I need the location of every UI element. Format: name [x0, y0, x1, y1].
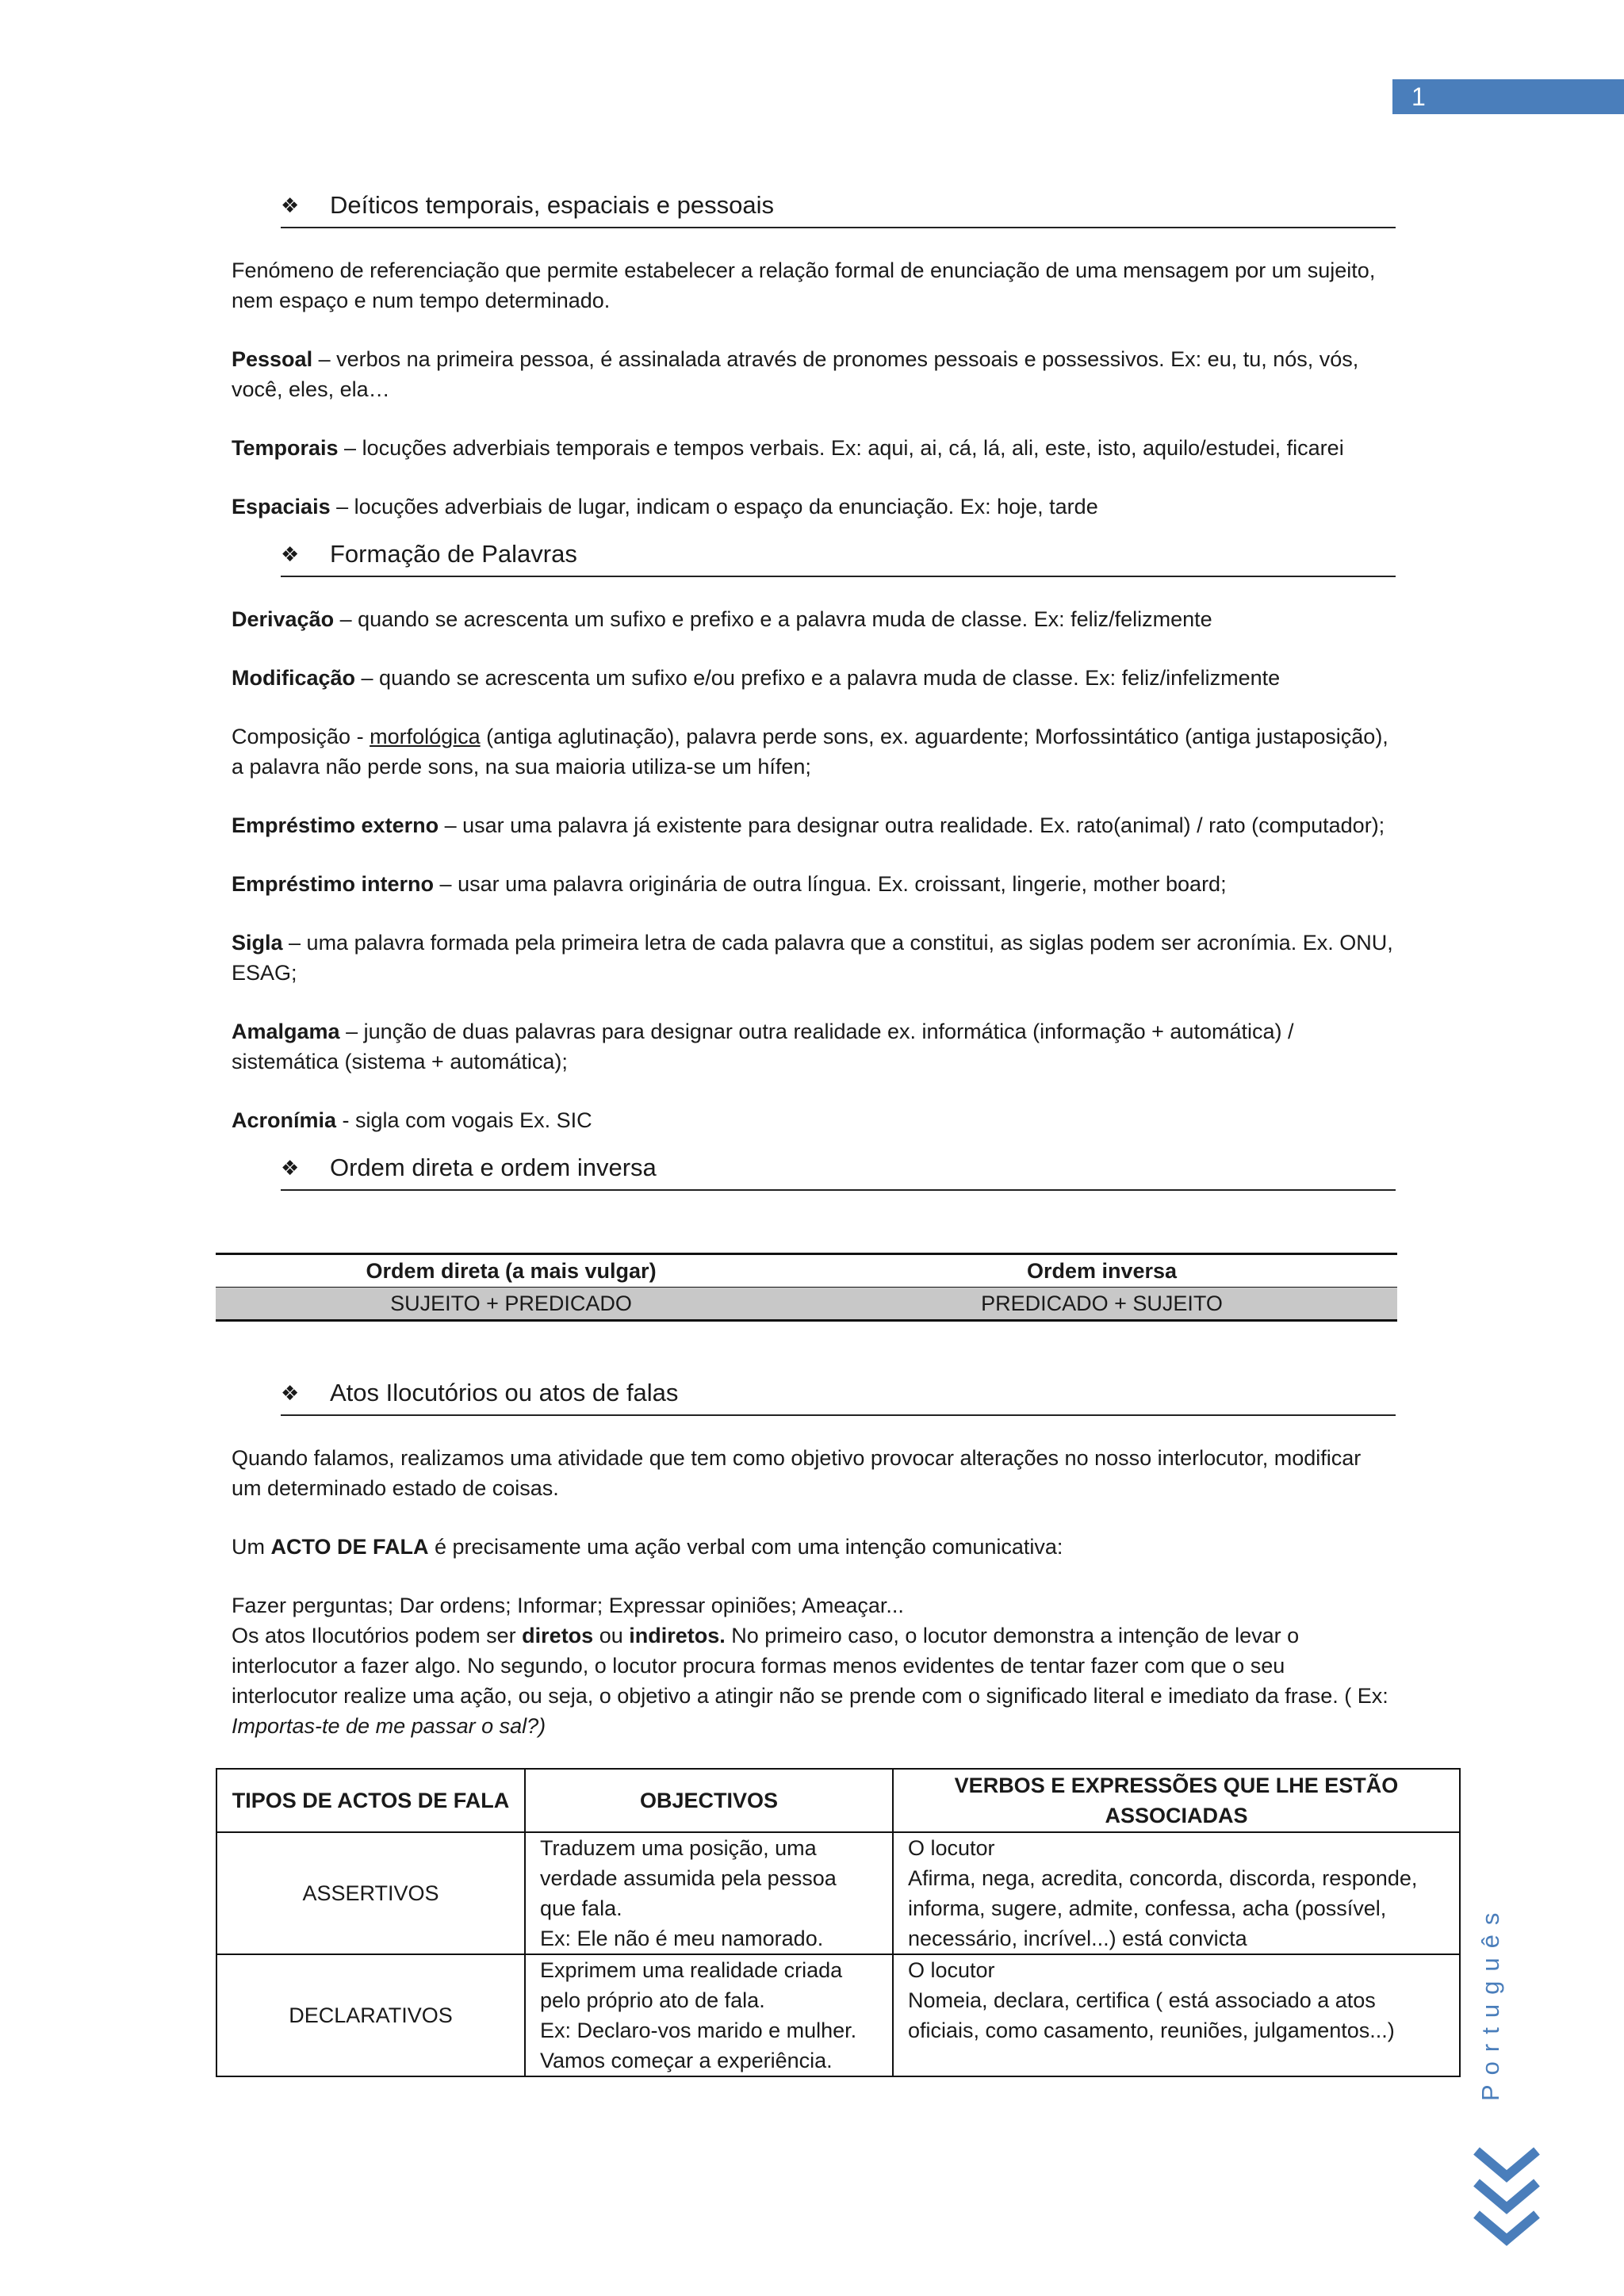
paragraph-espaciais [232, 492, 1396, 522]
paragraph-amalgama [232, 1016, 1396, 1077]
definition: – locuções adverbiais temporais e tempos verbais. Ex: aqui, ai, cá, lá, ali, este, isto, aquilo/estudei, ficarei [338, 436, 1344, 460]
paragraph-intro: Fenómeno de referenciação que permite estabelecer a relação formal de enunciação de uma mensagem por um sujeito, nem espaço e num tempo determinado. [232, 258, 1376, 312]
paragraph-sigla [232, 928, 1396, 988]
section-heading-atos [281, 1376, 1396, 1416]
table-header: TIPOS DE ACTOS DE FALA [216, 1769, 525, 1832]
definition: (antiga aglutinação), palavra perde sons, ex. aguardente; Morfossintático (antiga justaposição), a palavra não perde sons, na sua maioria utiliza-se um hífen; [232, 725, 1388, 779]
table-row [216, 1288, 1397, 1321]
table-header-row [216, 1254, 1397, 1288]
paragraph-examples: Fazer perguntas; Dar ordens; Informar; Expressar opiniões; Ameaçar... [232, 1594, 904, 1617]
text: Os atos Ilocutórios podem ser [232, 1624, 523, 1647]
term: diretos [522, 1624, 594, 1647]
objetivo-example: Ex: Declaro-vos marido e mulher. Vamos começar a experiência. [540, 2019, 857, 2072]
section-heading-deiticos [281, 189, 1396, 228]
document-body [232, 189, 1396, 1191]
paragraph-derivacao [232, 604, 1396, 634]
table-cell-verbos [893, 1954, 1460, 2076]
term: Derivação [232, 607, 335, 631]
text: Um [232, 1535, 271, 1559]
text: ou [593, 1624, 630, 1647]
table-header: VERBOS E EXPRESSÕES QUE LHE ESTÃO ASSOCIADAS [893, 1769, 1460, 1832]
diamond-bullet-icon: ❖ [281, 1156, 300, 1180]
term: Empréstimo interno [232, 872, 435, 896]
term: Sigla [232, 931, 283, 955]
diamond-bullet-icon: ❖ [281, 1381, 300, 1405]
table-cell: PREDICADO + SUJEITO [806, 1288, 1397, 1321]
paragraph-emprestimo-interno [232, 869, 1396, 899]
term: Amalgama [232, 1020, 340, 1043]
diamond-bullet-icon: ❖ [281, 193, 300, 217]
term: Espaciais [232, 495, 331, 519]
term: Acronímia [232, 1108, 337, 1132]
verbos-lead: O locutor [908, 1836, 995, 1860]
table-header-row [216, 1769, 1460, 1832]
table-header: OBJECTIVOS [525, 1769, 893, 1832]
heading-text: Ordem direta e ordem inversa [330, 1154, 657, 1181]
paragraph-diretos-indiretos [232, 1621, 1396, 1741]
paragraph-emprestimo-externo [232, 810, 1396, 840]
objetivo-text: Traduzem uma posição, uma verdade assumida pela pessoa que fala. [540, 1836, 837, 1920]
definition: – usar uma palavra já existente para designar outra realidade. Ex. rato(animal) / rato (computador); [439, 813, 1385, 837]
table-cell-verbos [893, 1832, 1460, 1954]
table-cell-tipo: DECLARATIVOS [216, 1954, 525, 2076]
definition: – usar uma palavra originária de outra língua. Ex. croissant, lingerie, mother board; [434, 872, 1227, 896]
paragraph-composicao [232, 721, 1396, 782]
term: indiretos. [629, 1624, 726, 1647]
definition: – quando se acrescenta um sufixo e prefixo e a palavra muda de classe. Ex: feliz/felizmente [334, 607, 1212, 631]
table-header: Ordem inversa [806, 1254, 1397, 1288]
paragraph-modificacao [232, 663, 1396, 693]
term: Empréstimo externo [232, 813, 439, 837]
paragraph-pessoal [232, 344, 1396, 404]
definition: – junção de duas palavras para designar outra realidade ex. informática (informação + automática) / sistemática (sistema + automática); [232, 1020, 1294, 1073]
text: No primeiro caso, o locutor demonstra a intenção de levar o interlocutor a fazer algo. No segundo, o locutor procura formas menos evidentes de tentar fazer com que o seu interlocutor realize uma ação, ou seja, o objetivo a atingir não se prende com o significado literal e imediato da frase. ( Ex: [232, 1624, 1388, 1708]
text: é precisamente uma ação verbal com uma intenção comunicativa: [428, 1535, 1063, 1559]
term: Composição - [232, 725, 370, 748]
table-row [216, 1832, 1460, 1954]
document-body-continued [232, 1376, 1396, 1741]
table-row [216, 1954, 1460, 2076]
term: ACTO DE FALA [270, 1535, 429, 1559]
objetivo-example: Ex: Ele não é meu namorado. [540, 1927, 824, 1950]
verbos-text: Nomeia, declara, certifica ( está associado a atos oficiais, como casamento, reuniões, julgamentos...) [908, 1988, 1395, 2042]
term: Modificação [232, 666, 356, 690]
paragraph-temporais [232, 433, 1396, 463]
heading-text: Formação de Palavras [330, 540, 577, 568]
paragraph-atos-intro: Quando falamos, realizamos uma atividade que tem como objetivo provocar alterações no nosso interlocutor, modificar um determinado estado de coisas. [232, 1446, 1362, 1500]
table-cell-objetivo [525, 1954, 893, 2076]
term: Pessoal [232, 347, 313, 371]
table-header: Ordem direta (a mais vulgar) [216, 1254, 806, 1288]
side-label: Português [1477, 1903, 1504, 2101]
verbos-lead: O locutor [908, 1958, 995, 1982]
atos-table [216, 1768, 1461, 2077]
table-cell: SUJEITO + PREDICADO [216, 1288, 806, 1321]
diamond-bullet-icon: ❖ [281, 542, 300, 566]
ordem-table [216, 1253, 1397, 1322]
page-number: 1 [1392, 79, 1624, 114]
section-heading-formacao [281, 538, 1396, 577]
definition: - sigla com vogais Ex. SIC [336, 1108, 592, 1132]
definition: – verbos na primeira pessoa, é assinalada através de pronomes pessoais e possessivos. Ex: eu, tu, nós, vós, você, eles, ela… [232, 347, 1359, 401]
verbos-text: Afirma, nega, acredita, concorda, discorda, responde, informa, sugere, admite, confessa, acha (possível, necessário, incrível...) está convicta [908, 1866, 1418, 1950]
objetivo-text: Exprimem uma realidade criada pelo próprio ato de fala. [540, 1958, 843, 2012]
section-heading-ordem [281, 1151, 1396, 1191]
definition: – uma palavra formada pela primeira letra de cada palavra que a constitui, as siglas podem ser acronímia. Ex. ONU, ESAG; [232, 931, 1393, 985]
term: Temporais [232, 436, 339, 460]
table-cell-objetivo [525, 1832, 893, 1954]
definition: – locuções adverbiais de lugar, indicam o espaço da enunciação. Ex: hoje, tarde [330, 495, 1098, 519]
morfologica-link: morfológica [370, 725, 481, 748]
heading-text: Atos Ilocutórios ou atos de falas [330, 1379, 679, 1406]
example: Importas-te de me passar o sal?) [232, 1714, 546, 1738]
definition: – quando se acrescenta um sufixo e/ou prefixo e a palavra muda de classe. Ex: feliz/infelizmente [355, 666, 1281, 690]
heading-text: Deíticos temporais, espaciais e pessoais [330, 191, 774, 219]
chevron-down-icon [1472, 2145, 1542, 2248]
table-cell-tipo: ASSERTIVOS [216, 1832, 525, 1954]
paragraph-acronimia [232, 1105, 1396, 1135]
paragraph-acto-fala [232, 1532, 1396, 1562]
